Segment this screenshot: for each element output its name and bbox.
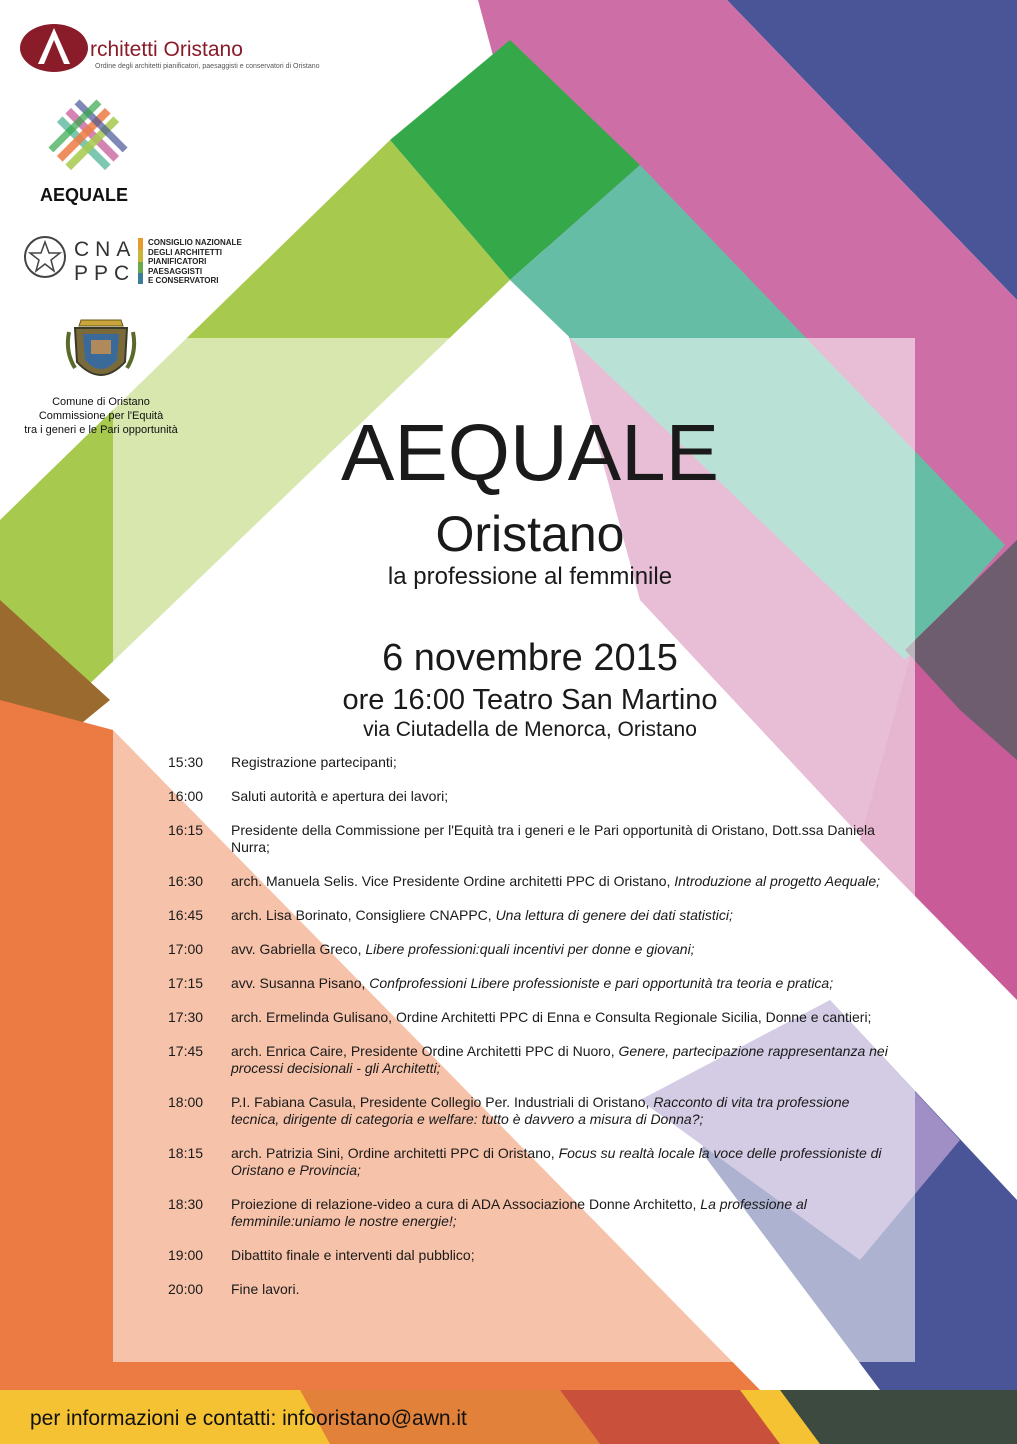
event-title: AEQUALE [341,408,719,497]
program-text: Saluti autorità e apertura dei lavori; [231,788,449,804]
program-time: 17:15 [168,975,204,991]
program-time: 18:15 [168,1145,204,1161]
program-text: Proiezione di relazione-video a cura di ADA Associazione Donne Architetto, La professione al femminile:uniamo le nostre energie!; [231,1196,807,1229]
program-time: 15:30 [168,754,204,770]
coat-of-arms-icon [61,312,141,390]
program-text: arch. Patrizia Sini, Ordine architetti PPC di Oristano, Focus su realtà locale la voce delle professioniste di Oristano e Provincia; [231,1145,882,1178]
program-text: P.I. Fabiana Casula, Presidente Collegio Per. Industriali di Oristano, Racconto di vita tra professione tecnica, dirigente di categoria e welfare: tutto è davvero a misura di Donna?; [231,1094,850,1127]
program-item [168,873,898,890]
aequale-logo-text: AEQUALE [40,185,129,205]
program-time: 16:00 [168,788,204,804]
program-time: 19:00 [168,1247,204,1263]
program-item [168,1043,898,1077]
program-item [168,1145,898,1179]
program-time: 18:00 [168,1094,204,1110]
program-time: 16:45 [168,907,204,923]
architetti-tagline: Ordine degli architetti pianificatori, paesaggisti e conservatori di Oristano [95,63,320,70]
program-item [168,1281,898,1298]
architetti-brand: rchitetti Oristano [90,38,243,61]
program-item [168,941,898,958]
program-text: Dibattito finale e interventi dal pubblico; [231,1247,475,1263]
program-item [168,975,898,992]
program-time: 18:30 [168,1196,204,1212]
footer-bar [0,1390,1017,1444]
program-item [168,822,898,856]
aequale-mark-icon [36,95,140,183]
event-address: via Ciutadella de Menorca, Oristano [363,718,697,741]
architetti-oristano-logo [20,18,380,78]
program-item [168,907,898,924]
program-item [168,1196,898,1230]
program-text: Registrazione partecipanti; [231,754,397,770]
program-text: avv. Gabriella Greco, Libere professioni:quali incentivi per donne e giovani; [231,941,695,957]
program-time: 17:30 [168,1009,204,1025]
program-time: 17:45 [168,1043,204,1059]
program-text: Fine lavori. [231,1281,300,1297]
program-time: 16:15 [168,822,204,838]
program-item [168,788,898,805]
event-time-place: ore 16:00 Teatro San Martino [342,684,718,716]
cnappc-color-bar [138,238,143,284]
architetti-a-icon [20,18,90,74]
program-item [168,754,898,771]
program-text: arch. Enrica Caire, Presidente Ordine Architetti PPC di Nuoro, Genere, partecipazione rappresentanza nei processi decisionali - gli Architetti; [231,1043,888,1076]
event-city: Oristano [435,506,625,562]
cnappc-name: CONSIGLIO NAZIONALE DEGLI ARCHITETTI PIANIFICATORI PAESAGGISTI E CONSERVATORI [148,238,242,286]
program-text: arch. Manuela Selis. Vice Presidente Ordine architetti PPC di Oristano, Introduzione al progetto Aequale; [231,873,881,889]
program-text: arch. Ermelinda Gulisano, Ordine Architetti PPC di Enna e Consulta Regionale Sicilia, Donne e cantieri; [231,1009,872,1025]
program-item [168,1094,898,1128]
event-subtitle: la professione al femminile [387,563,673,590]
program-time: 17:00 [168,941,204,957]
cnappc-logo [22,232,252,292]
contact-info: per informazioni e contatti: infooristano@awn.it [30,1407,467,1430]
program-list [168,754,898,1315]
comune-oristano-logo [10,312,192,442]
program-time: 20:00 [168,1281,204,1297]
program-text: arch. Lisa Borinato, Consigliere CNAPPC, Una lettura di genere dei dati statistici; [231,907,733,923]
program-item [168,1247,898,1264]
emblem-icon [22,232,68,282]
program-text: Presidente della Commissione per l'Equità tra i generi e le Pari opportunità di Oristano, Dott.ssa Daniela Nurra; [231,822,875,855]
event-date: 6 novembre 2015 [382,637,678,679]
program-text: avv. Susanna Pisano, Confprofessioni Libere professioniste e pari opportunità tra teoria e pratica; [231,975,834,991]
cnappc-letters: CNA PPC [74,238,136,285]
aequale-logo [36,95,140,207]
program-time: 16:30 [168,873,204,889]
comune-caption: Comune di Oristano Commissione per l'Equità tra i generi e le Pari opportunità [24,396,178,436]
program-item [168,1009,898,1026]
